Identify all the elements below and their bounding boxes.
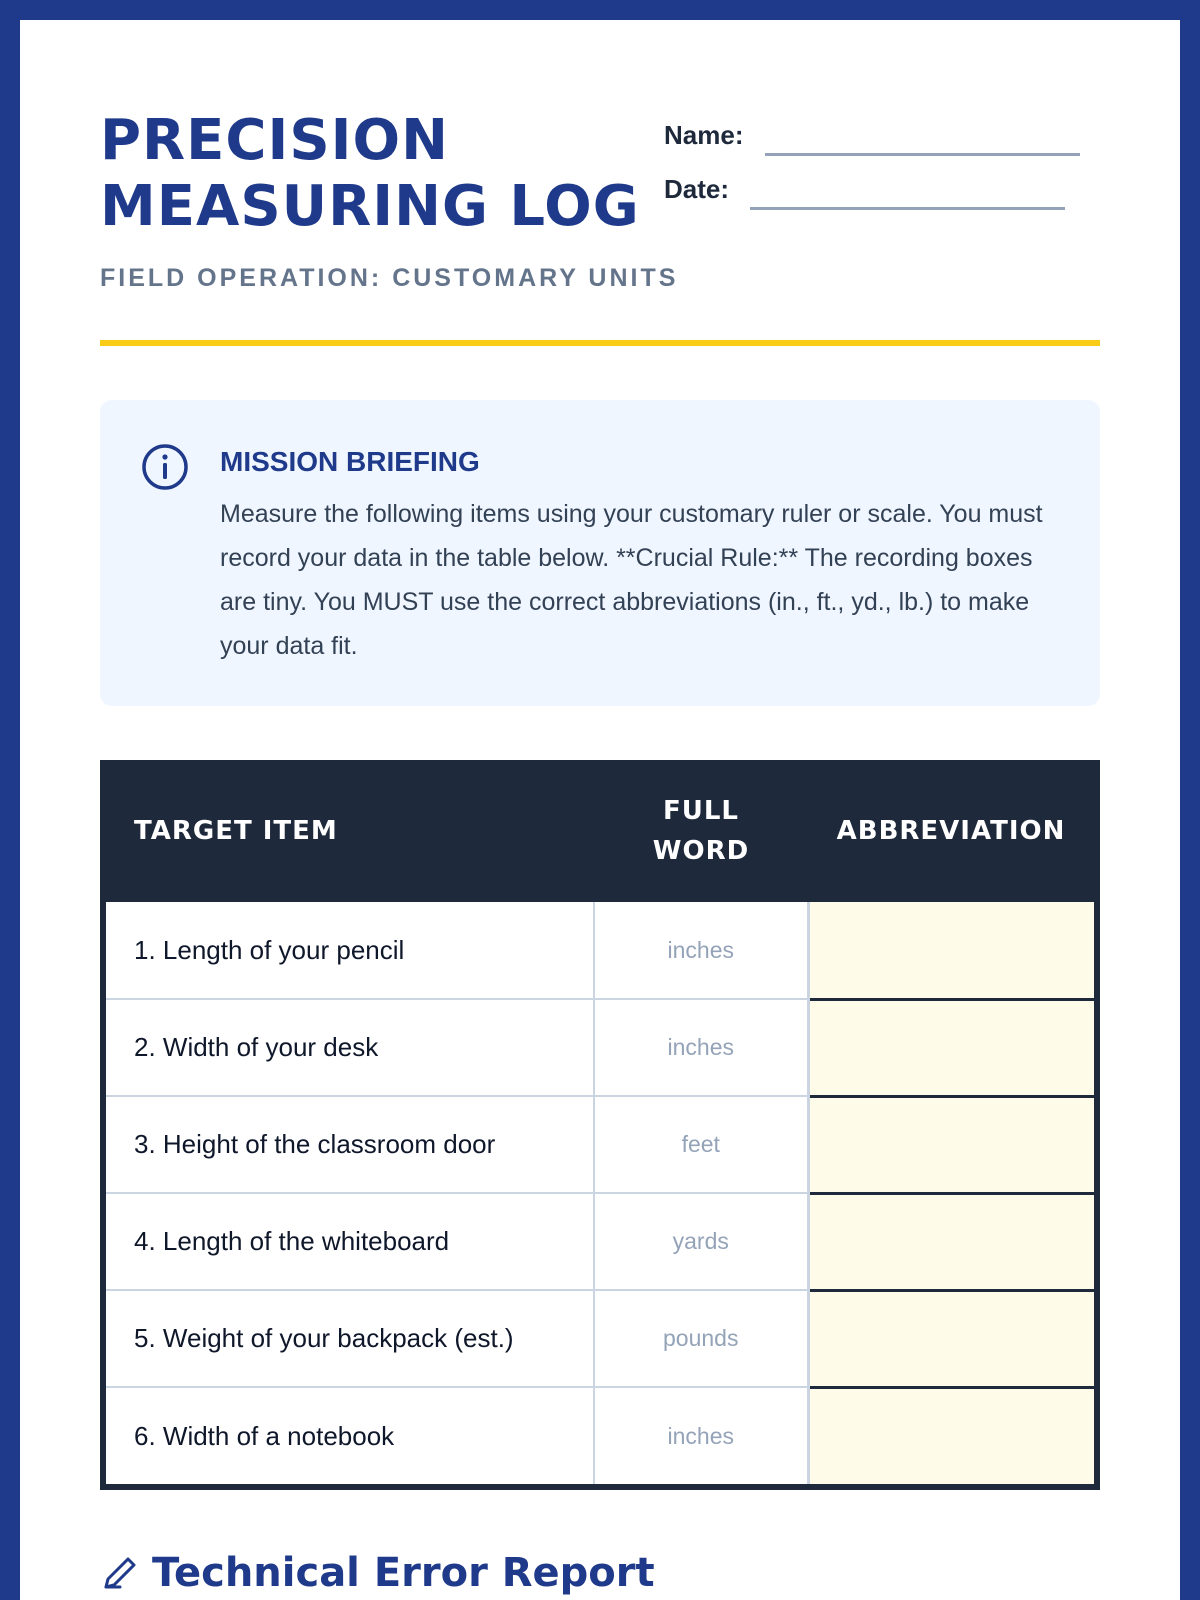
report-title: Technical Error Report (152, 1550, 655, 1596)
row-item: 1. Length of your pencil (106, 902, 594, 999)
info-icon (140, 442, 190, 492)
row-item: 3. Height of the classroom door (106, 1096, 594, 1193)
briefing-text: Measure the following items using your customary ruler or scale. You must record your data in the table below. **Crucial Rule:** The recording boxes are tiny. You MUST use the correct abbreviations (in., ft., yd., lb.) to make your data fit. (220, 500, 1043, 660)
abbreviation-input[interactable] (808, 1193, 1094, 1290)
table-row (106, 1193, 1094, 1290)
technical-error-report-heading (100, 1550, 655, 1596)
abbreviation-input[interactable] (808, 999, 1094, 1096)
abbreviation-input[interactable] (808, 1290, 1094, 1387)
row-full-word: inches (594, 999, 808, 1096)
table-header-row (106, 760, 1094, 902)
briefing-title: MISSION BRIEFING (220, 446, 480, 477)
date-label: Date: (664, 174, 730, 204)
abbreviation-input[interactable] (808, 1096, 1094, 1193)
name-label: Name: (664, 120, 744, 150)
date-line[interactable] (750, 207, 1065, 210)
table-row (106, 902, 1094, 999)
title-line-2: MEASURING LOG (100, 174, 640, 239)
worksheet-page (20, 20, 1180, 1600)
row-item: 6. Width of a notebook (106, 1387, 594, 1484)
row-full-word: inches (594, 1387, 808, 1484)
table-row (106, 1387, 1094, 1484)
abbreviation-input[interactable] (808, 902, 1094, 999)
pencil-icon (100, 1553, 140, 1593)
name-line[interactable] (765, 153, 1080, 156)
header-abbreviation: ABBREVIATION (836, 816, 1066, 846)
abbreviation-input[interactable] (808, 1387, 1094, 1484)
page-title (100, 108, 660, 240)
row-full-word: inches (594, 902, 808, 999)
row-full-word: pounds (594, 1290, 808, 1387)
table-row (106, 999, 1094, 1096)
row-item: 5. Weight of your backpack (est.) (106, 1290, 594, 1387)
row-item: 4. Length of the whiteboard (106, 1193, 594, 1290)
row-full-word: yards (594, 1193, 808, 1290)
header-divider (100, 340, 1100, 346)
table-row (106, 1290, 1094, 1387)
title-line-1: PRECISION (100, 108, 449, 173)
header-target-item: TARGET ITEM (134, 816, 338, 846)
mission-briefing-box (100, 400, 1100, 706)
row-item: 2. Width of your desk (106, 999, 594, 1096)
page-subtitle: FIELD OPERATION: CUSTOMARY UNITS (100, 264, 679, 292)
measurement-table (100, 760, 1100, 1490)
header-full-word: FULL WORD (652, 796, 750, 866)
table-row (106, 1096, 1094, 1193)
row-full-word: feet (594, 1096, 808, 1193)
